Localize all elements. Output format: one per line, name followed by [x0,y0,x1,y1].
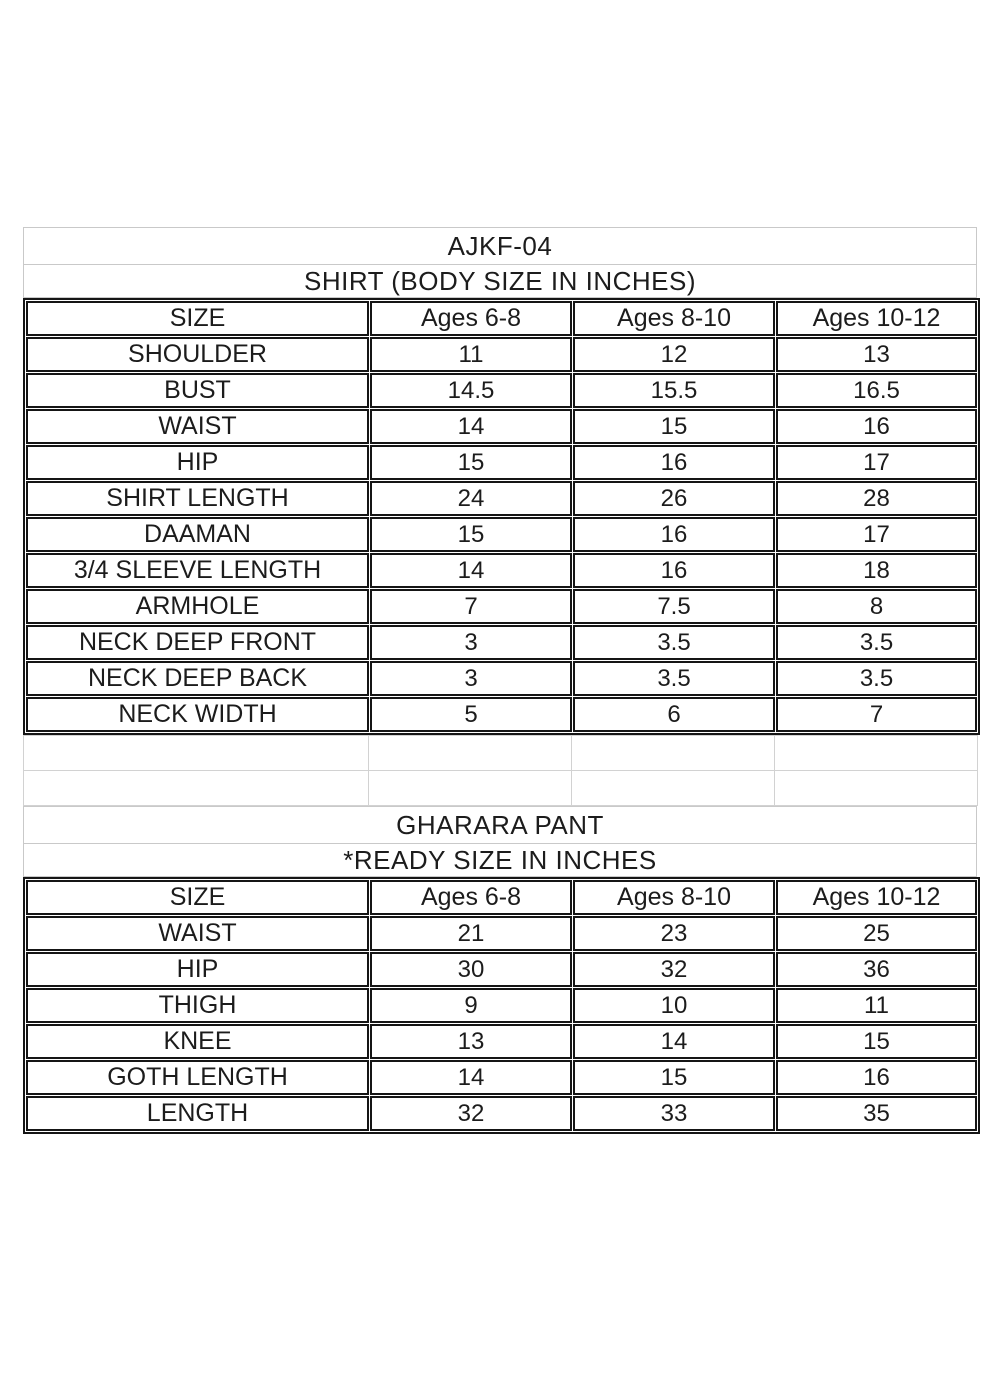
column-header-ages-10-12: Ages 10-12 [776,301,977,336]
row-label: HIP [26,952,369,987]
size-cell: 17 [776,445,977,480]
size-cell: 15.5 [573,373,775,408]
empty-cell [369,771,572,806]
column-header-size: SIZE [26,880,369,915]
size-cell: 7 [370,589,572,624]
table-row-pant-length [26,1096,977,1131]
column-header-size: SIZE [26,301,369,336]
row-label: NECK DEEP FRONT [26,625,369,660]
empty-spreadsheet-rows [23,735,978,806]
size-cell: 16 [573,517,775,552]
row-label: ARMHOLE [26,589,369,624]
row-label: HIP [26,445,369,480]
size-cell: 16 [573,445,775,480]
empty-row [24,736,978,771]
empty-row [24,771,978,806]
empty-cell [24,771,369,806]
size-cell: 28 [776,481,977,516]
column-header-ages-8-10: Ages 8-10 [573,880,775,915]
row-label: DAAMAN [26,517,369,552]
size-cell: 23 [573,916,775,951]
size-cell: 16 [776,1060,977,1095]
size-cell: 33 [573,1096,775,1131]
size-cell: 24 [370,481,572,516]
empty-cell [775,736,978,771]
size-cell: 16 [573,553,775,588]
size-cell: 32 [573,952,775,987]
table-row-sleeve-length [26,553,977,588]
size-cell: 3 [370,661,572,696]
table-row-neck-width [26,697,977,732]
empty-cell [775,771,978,806]
size-chart-sheet [23,227,977,1134]
size-cell: 15 [370,445,572,480]
row-label: BUST [26,373,369,408]
row-label: WAIST [26,409,369,444]
size-cell: 3.5 [573,625,775,660]
size-cell: 17 [776,517,977,552]
table-row-armhole [26,589,977,624]
size-cell: 3.5 [776,625,977,660]
empty-cell [572,736,775,771]
size-cell: 14.5 [370,373,572,408]
row-label: THIGH [26,988,369,1023]
row-label: SHIRT LENGTH [26,481,369,516]
size-cell: 7.5 [573,589,775,624]
size-cell: 6 [573,697,775,732]
size-cell: 15 [573,1060,775,1095]
size-cell: 13 [370,1024,572,1059]
column-header-ages-10-12: Ages 10-12 [776,880,977,915]
shirt-table-title: SHIRT (BODY SIZE IN INCHES) [23,264,977,298]
size-cell: 16 [776,409,977,444]
row-label: WAIST [26,916,369,951]
size-cell: 11 [370,337,572,372]
size-cell: 5 [370,697,572,732]
table-row-waist [26,409,977,444]
size-cell: 15 [776,1024,977,1059]
size-cell: 14 [370,409,572,444]
pant-size-table [23,877,980,1134]
pant-table-header-row [26,880,977,915]
column-header-ages-6-8: Ages 6-8 [370,880,572,915]
empty-cell [572,771,775,806]
size-cell: 16.5 [776,373,977,408]
size-cell: 25 [776,916,977,951]
row-label: SHOULDER [26,337,369,372]
table-row-pant-hip [26,952,977,987]
size-cell: 15 [370,517,572,552]
table-row-neck-deep-front [26,625,977,660]
size-cell: 13 [776,337,977,372]
column-header-ages-8-10: Ages 8-10 [573,301,775,336]
size-cell: 15 [573,409,775,444]
table-row-hip [26,445,977,480]
pant-table-title: GHARARA PANT [23,806,977,844]
size-cell: 21 [370,916,572,951]
row-label: KNEE [26,1024,369,1059]
size-cell: 14 [370,1060,572,1095]
size-cell: 18 [776,553,977,588]
size-cell: 11 [776,988,977,1023]
table-row-daaman [26,517,977,552]
size-cell: 36 [776,952,977,987]
shirt-table-header-row [26,301,977,336]
size-cell: 30 [370,952,572,987]
size-cell: 9 [370,988,572,1023]
table-row-neck-deep-back [26,661,977,696]
size-cell: 32 [370,1096,572,1131]
size-cell: 35 [776,1096,977,1131]
size-cell: 26 [573,481,775,516]
size-cell: 14 [573,1024,775,1059]
row-label: LENGTH [26,1096,369,1131]
size-cell: 12 [573,337,775,372]
product-code-title: AJKF-04 [23,227,977,265]
table-row-goth-length [26,1060,977,1095]
table-row-shoulder [26,337,977,372]
column-header-ages-6-8: Ages 6-8 [370,301,572,336]
shirt-size-table [23,298,980,735]
table-row-pant-waist [26,916,977,951]
table-row-shirt-length [26,481,977,516]
size-cell: 7 [776,697,977,732]
size-cell: 14 [370,553,572,588]
row-label: NECK WIDTH [26,697,369,732]
empty-cell [369,736,572,771]
table-row-knee [26,1024,977,1059]
row-label: 3/4 SLEEVE LENGTH [26,553,369,588]
size-cell: 3 [370,625,572,660]
size-cell: 3.5 [573,661,775,696]
pant-table-subtitle: *READY SIZE IN INCHES [23,843,977,877]
table-row-bust [26,373,977,408]
table-row-thigh [26,988,977,1023]
empty-cell [24,736,369,771]
size-cell: 3.5 [776,661,977,696]
row-label: NECK DEEP BACK [26,661,369,696]
size-cell: 8 [776,589,977,624]
size-cell: 10 [573,988,775,1023]
row-label: GOTH LENGTH [26,1060,369,1095]
